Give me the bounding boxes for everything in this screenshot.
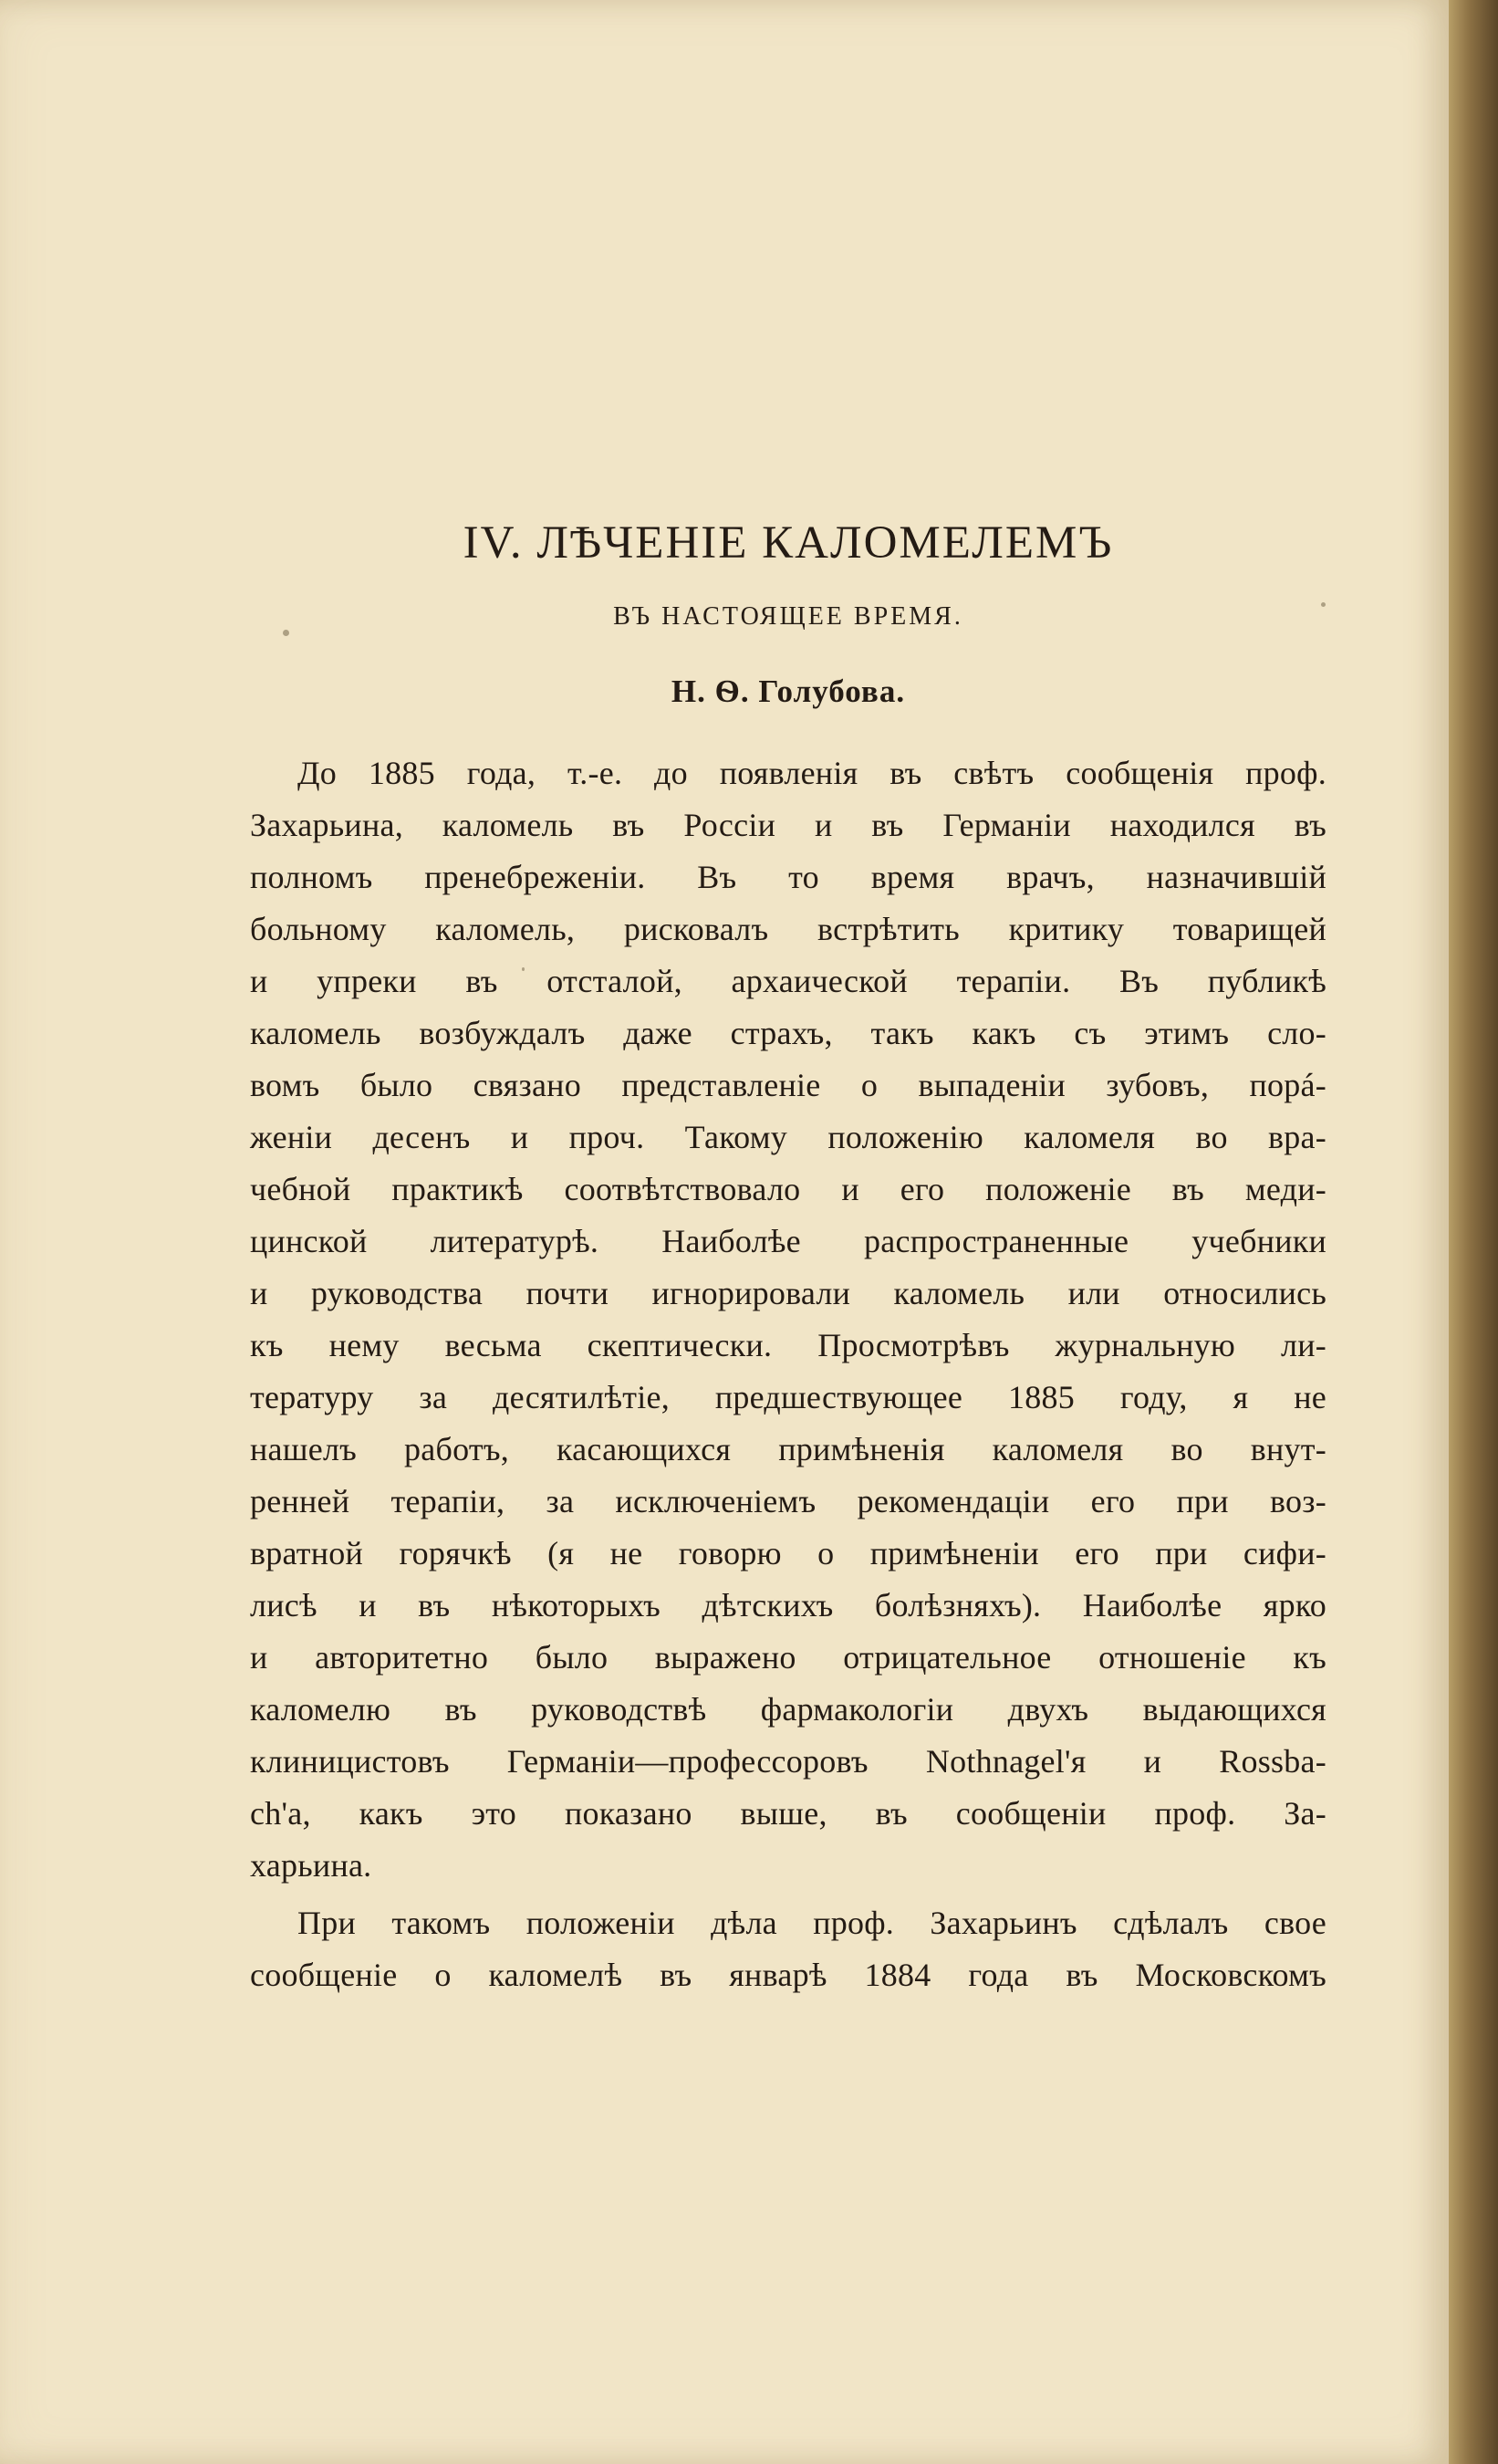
text-line: клиницистовъ Германіи—профессоровъ Nothnagel'я и Rossba- [250,1743,1326,1780]
text-line: каломелю въ руководствѣ фармакологіи двухъ выдающихся [250,1691,1326,1728]
text-line: и упреки въ отсталой, архаической терапіи. Въ публикѣ [250,963,1326,999]
text-line: ренней терапіи, за исключеніемъ рекомендаціи его при воз- [250,1483,1326,1519]
text-line: сообщеніе о каломелѣ въ январѣ 1884 года въ Московскомъ [250,1957,1326,1993]
text-line: каломель возбуждалъ даже страхъ, такъ какъ съ этимъ сло- [250,1015,1326,1051]
text-line: При такомъ положеніи дѣла проф. Захарьинъ сдѣлалъ свое [297,1905,1326,1941]
text-line: цинской литературѣ. Наиболѣе распространенные учебники [250,1223,1326,1259]
text-line: больному каломель, рисковалъ встрѣтить критику товарищей [250,911,1326,947]
paper-speck [1321,602,1326,607]
book-edge [1449,0,1498,2464]
text-line: вомъ было связано представленіе о выпаденіи зубовъ, поpá- [250,1067,1326,1103]
text-line: и авторитетно было выражено отрицательное отношеніе къ [250,1639,1326,1676]
text-line: лисѣ и въ нѣкоторыхъ дѣтскихъ болѣзняхъ). Наиболѣе ярко [250,1587,1326,1624]
paper-speck [522,967,525,971]
article-title: IV. ЛѢЧЕНІЕ КАЛОМЕЛЕМЪ [463,517,1114,569]
text-line: До 1885 года, т.-е. до появленія въ свѣтъ сообщенія проф. [297,755,1326,791]
text-line: къ нему весьма скептически. Просмотрѣвъ журнальную ли- [250,1327,1326,1363]
author-name: Н. Ѳ. Голубова. [671,673,906,709]
text-line: Захарьина, каломель въ Россіи и въ Германіи находился въ [250,807,1326,843]
paragraph-2 [250,1897,1326,2001]
body-text [250,747,1326,2001]
paragraph-1 [250,747,1326,1892]
text-line: тературу за десятилѣтіе, предшествующее 1885 году, я не [250,1379,1326,1415]
article-content [250,506,1326,2001]
article-subtitle: ВЪ НАСТОЯЩЕЕ ВРЕМЯ. [613,602,963,631]
text-line: вратной горячкѣ (я не говорю о примѣненіи его при сифи- [250,1535,1326,1571]
text-line: чебной практикѣ соотвѣтствовало и его положеніе въ меди- [250,1171,1326,1207]
text-line: харьина. [250,1847,372,1884]
text-line: нашелъ работъ, касающихся примѣненія каломеля во внут- [250,1431,1326,1467]
paper-speck [283,630,289,636]
text-line: женіи десенъ и проч. Такому положенію каломеля во вра- [250,1119,1326,1155]
text-line: полномъ пренебреженіи. Въ то время врачъ, назначившій [250,859,1326,895]
text-line: ch'а, какъ это показано выше, въ сообщеніи проф. За- [250,1795,1326,1832]
text-line: и руководства почти игнорировали каломель или относились [250,1275,1326,1311]
